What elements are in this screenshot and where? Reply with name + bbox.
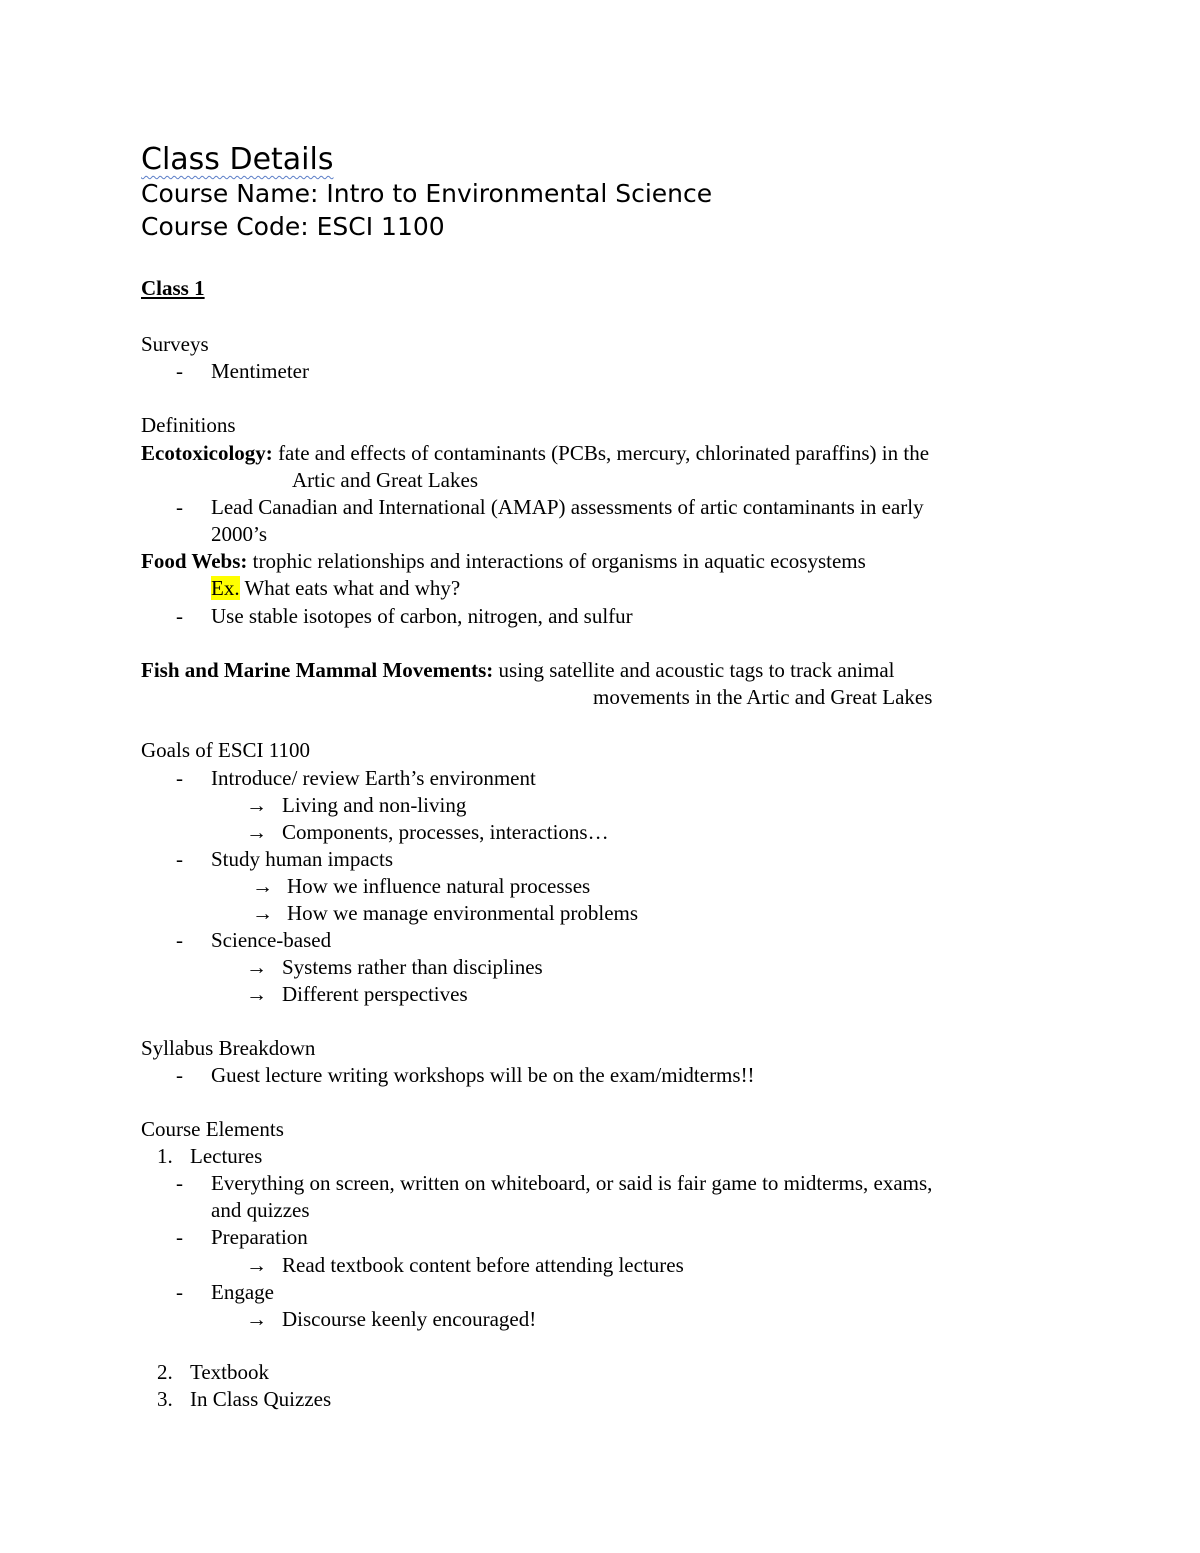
foodwebs-definition: trophic relationships and interactions of organisms in aquatic ecosystems <box>247 549 866 573</box>
goals-subitem: Systems rather than disciplines <box>282 955 543 979</box>
bullet-dash: - <box>176 604 183 628</box>
goals-subitem: Different perspectives <box>282 982 468 1006</box>
fish-term: Fish and Marine Mammal Movements: <box>141 658 494 682</box>
arrow-icon: → <box>246 955 267 979</box>
class-heading: Class 1 <box>141 276 205 300</box>
definitions-heading: Definitions <box>141 413 236 437</box>
lectures-bullet-cont: and quizzes <box>211 1198 310 1222</box>
foodwebs-bullet: Use stable isotopes of carbon, nitrogen, and sulfur <box>211 604 633 628</box>
list-number: 3. <box>157 1387 173 1411</box>
page-title: Class Details <box>141 142 334 177</box>
list-number: 2. <box>157 1360 173 1384</box>
example-highlight: Ex. <box>211 576 240 600</box>
arrow-icon: → <box>252 874 273 898</box>
ecotox-bullet: Lead Canadian and International (AMAP) assessments of artic contaminants in early <box>211 495 924 519</box>
course-name: Course Name: Intro to Environmental Science <box>141 179 713 208</box>
lectures-bullet: Preparation <box>211 1225 308 1249</box>
bullet-dash: - <box>176 1171 183 1195</box>
lectures-bullet: Everything on screen, written on whiteboard, or said is fair game to midterms, exams, <box>211 1171 933 1195</box>
example-text: What eats what and why? <box>239 576 461 600</box>
bullet-dash: - <box>176 766 183 790</box>
ecotox-definition-cont: Artic and Great Lakes <box>292 468 478 492</box>
goals-item: Science-based <box>211 928 332 952</box>
goals-subitem: How we manage environmental problems <box>287 901 639 925</box>
foodwebs-line <box>141 548 866 575</box>
lectures-subitem: Discourse keenly encouraged! <box>282 1307 537 1331</box>
surveys-heading: Surveys <box>141 332 209 356</box>
fish-definition: using satellite and acoustic tags to track animal <box>493 658 895 682</box>
course-element-item: In Class Quizzes <box>190 1387 332 1411</box>
arrow-icon: → <box>252 901 273 925</box>
arrow-icon: → <box>246 820 267 844</box>
bullet-dash: - <box>176 847 183 871</box>
goals-subitem: How we influence natural processes <box>287 874 591 898</box>
goals-subitem: Living and non-living <box>282 793 467 817</box>
bullet-dash: - <box>176 1225 183 1249</box>
course-element-item: Lectures <box>190 1144 263 1168</box>
lectures-bullet: Engage <box>211 1280 274 1304</box>
syllabus-heading: Syllabus Breakdown <box>141 1036 316 1060</box>
course-elements-heading: Course Elements <box>141 1117 284 1141</box>
list-number: 1. <box>157 1144 173 1168</box>
foodwebs-term: Food Webs: <box>141 549 248 573</box>
bullet-dash: - <box>176 495 183 519</box>
bullet-dash: - <box>176 928 183 952</box>
course-code: Course Code: ESCI 1100 <box>141 212 445 241</box>
ecotox-bullet-cont: 2000’s <box>211 522 268 546</box>
bullet-dash: - <box>176 359 183 383</box>
fish-line <box>141 657 895 684</box>
goals-item: Study human impacts <box>211 847 393 871</box>
arrow-icon: → <box>246 1307 267 1331</box>
surveys-item: Mentimeter <box>211 359 309 383</box>
arrow-icon: → <box>246 982 267 1006</box>
bullet-dash: - <box>176 1063 183 1087</box>
ecotox-term: Ecotoxicology: <box>141 441 273 465</box>
arrow-icon: → <box>246 1253 267 1277</box>
goals-heading: Goals of ESCI 1100 <box>141 738 310 762</box>
foodwebs-example <box>211 575 460 602</box>
bullet-dash: - <box>176 1280 183 1304</box>
ecotox-definition: fate and effects of contaminants (PCBs, mercury, chlorinated paraffins) in the <box>272 441 930 465</box>
syllabus-item: Guest lecture writing workshops will be on the exam/midterms!! <box>211 1063 755 1087</box>
ecotox-line <box>141 440 929 467</box>
goals-subitem: Components, processes, interactions… <box>282 820 609 844</box>
arrow-icon: → <box>246 793 267 817</box>
lectures-subitem: Read textbook content before attending lectures <box>282 1253 684 1277</box>
goals-item: Introduce/ review Earth’s environment <box>211 766 536 790</box>
fish-definition-cont: movements in the Artic and Great Lakes <box>593 685 933 709</box>
course-element-item: Textbook <box>190 1360 270 1384</box>
